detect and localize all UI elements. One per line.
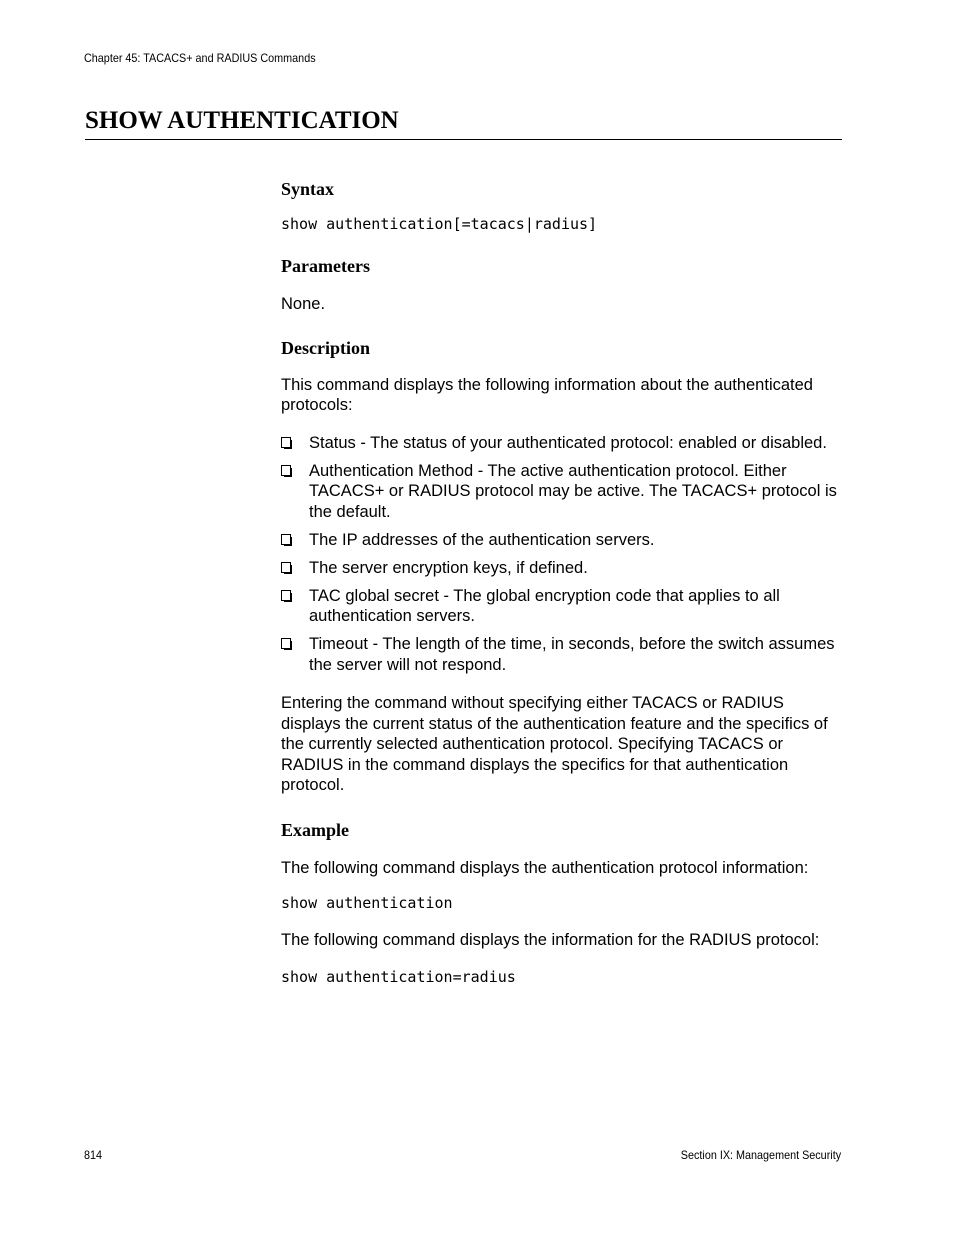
syntax-code: show authentication[=tacacs|radius] <box>281 215 598 233</box>
bullet-item <box>281 461 846 523</box>
checkbox-bullet-icon <box>281 534 291 545</box>
bullet-text: Authentication Method - The active authentication protocol. Either TACACS+ or RADIUS protocol may be active. The TACACS+ protocol is the default. <box>309 461 837 521</box>
checkbox-bullet-icon <box>281 437 291 448</box>
bullet-text: TAC global secret - The global encryption code that applies to all authentication servers. <box>309 586 780 625</box>
example-code-2: show authentication=radius <box>281 967 516 986</box>
page-title: SHOW AUTHENTICATION <box>85 106 842 140</box>
bullet-text: The server encryption keys, if defined. <box>309 558 588 577</box>
running-header: Chapter 45: TACACS+ and RADIUS Commands <box>84 51 316 65</box>
bullet-item <box>281 558 846 579</box>
description-intro: This command displays the following information about the authenticated protocols: <box>281 375 813 414</box>
example-heading: Example <box>281 819 350 840</box>
content-body <box>281 178 846 987</box>
parameters-text: None. <box>281 295 326 313</box>
description-bullet-list <box>281 433 846 676</box>
checkbox-bullet-icon <box>281 638 291 649</box>
bullet-item <box>281 634 846 675</box>
syntax-heading: Syntax <box>281 179 335 199</box>
description-closing: Entering the command without specifying either TACACS or RADIUS displays the current status of the authentication feature and the specifics of the currently selected authentication protocol. Specifying TACACS or RADIUS in the command displays the specifics for that authentication protocol. <box>281 694 828 794</box>
bullet-item <box>281 433 846 454</box>
example-text-2: The following command displays the information for the RADIUS protocol: <box>281 931 820 949</box>
bullet-text: The IP addresses of the authentication servers. <box>309 530 655 549</box>
bullet-text: Timeout - The length of the time, in seconds, before the switch assumes the server will not respond. <box>309 635 835 674</box>
page-number: 814 <box>84 1148 103 1162</box>
checkbox-bullet-icon <box>281 590 291 601</box>
example-text-1: The following command displays the authentication protocol information: <box>281 858 809 877</box>
description-heading: Description <box>281 337 370 358</box>
example-code-1: show authentication <box>281 894 453 912</box>
checkbox-bullet-icon <box>281 465 291 476</box>
bullet-item <box>281 530 846 551</box>
bullet-item <box>281 586 846 627</box>
section-footer: Section IX: Management Security <box>680 1148 841 1162</box>
parameters-heading: Parameters <box>281 256 370 276</box>
bullet-text: Status - The status of your authenticated protocol: enabled or disabled. <box>309 433 827 452</box>
checkbox-bullet-icon <box>281 562 291 573</box>
